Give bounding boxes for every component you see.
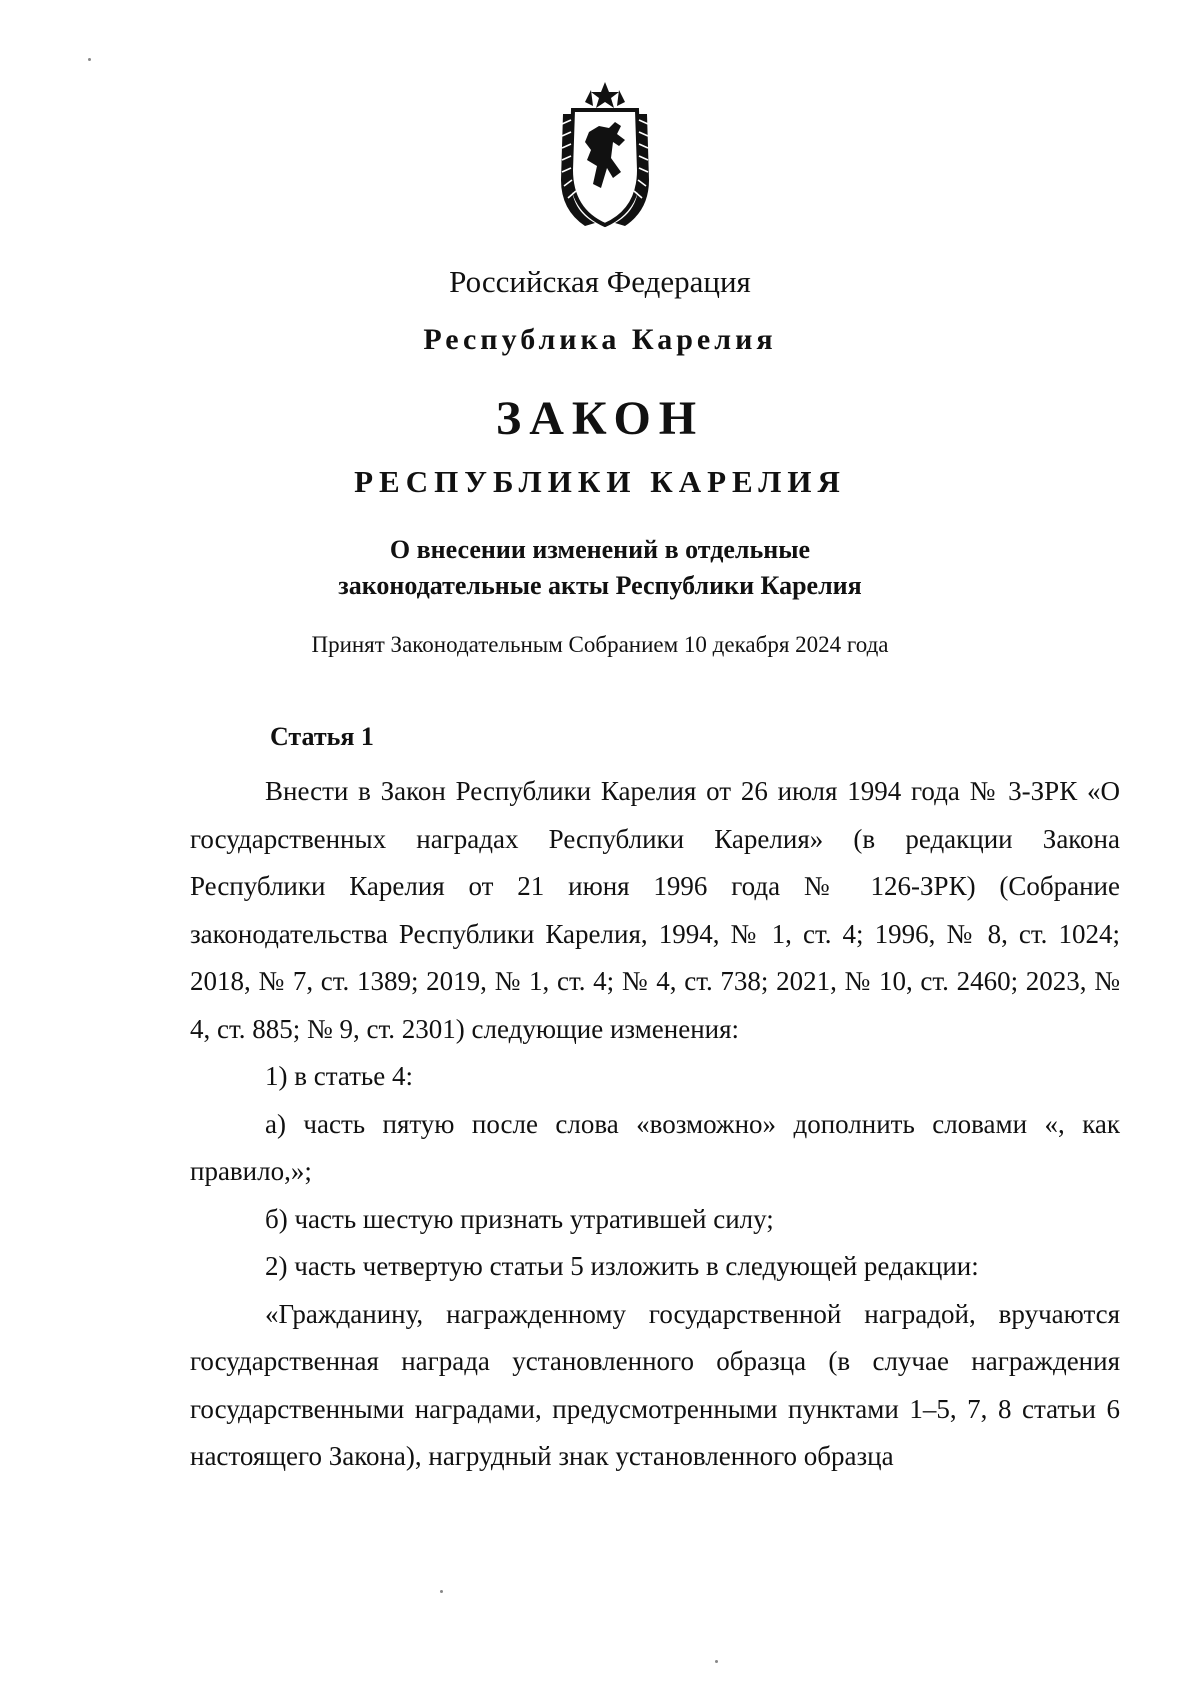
scan-speck bbox=[88, 58, 91, 61]
article-paragraph: Внести в Закон Республики Карелия от 26 июля 1994 года № 3-ЗРК «О государственных наградах Республики Карелия» (в редакции Закона Республики Карелия от 21 июня 1996 года № 126-ЗРК) (Собрание законодательства Республики Карелия, 1994, № 1, ст. 4; 1996, № 8, ст. 1024; 2018, № 7, ст. 1389; 2019, № 1, ст. 4; № 4, ст. 738; 2021, № 10, ст. 2460; 2023, № 4, ст. 885; № 9, ст. 2301) следующие изменения: bbox=[190, 776, 1120, 1044]
article-paragraph: а) часть пятую после слова «возможно» дополнить словами «, как правило,»; bbox=[190, 1108, 1120, 1186]
article-paragraph: б) часть шестую признать утратившей силу; bbox=[265, 1203, 774, 1234]
article-paragraph: 1) в статье 4: bbox=[265, 1061, 413, 1091]
law-subject bbox=[0, 532, 1200, 604]
article-paragraph: «Гражданину, награжденному государственной наградой, вручаются государственная награда установленного образца (в случае награждения государственными наградами, предусмотренными пунктами 1–5, 7, 8 статьи 6 настоящего Закона), нагрудный знак установленного образца bbox=[190, 1298, 1120, 1471]
article-body bbox=[190, 768, 1120, 1481]
article-paragraph: 2) часть четвертую статьи 5 изложить в следующей редакции: bbox=[265, 1251, 979, 1281]
law-subject-line-2: законодательные акты Республики Карелия bbox=[338, 571, 862, 600]
karelia-coat-of-arms-icon bbox=[555, 80, 655, 230]
document-type-title: ЗАКОН bbox=[495, 392, 705, 445]
scan-speck bbox=[715, 1660, 718, 1663]
document-type-subtitle: РЕСПУБЛИКИ КАРЕЛИЯ bbox=[354, 464, 846, 499]
adoption-note: Принят Законодательным Собранием 10 декабря 2024 года bbox=[311, 632, 889, 657]
article-heading: Статья 1 bbox=[270, 722, 374, 751]
country-name: Российская Федерация bbox=[449, 264, 751, 299]
law-subject-line-1: О внесении изменений в отдельные bbox=[389, 535, 811, 564]
scan-speck bbox=[440, 1590, 443, 1593]
republic-name: Республика Карелия bbox=[423, 323, 777, 356]
